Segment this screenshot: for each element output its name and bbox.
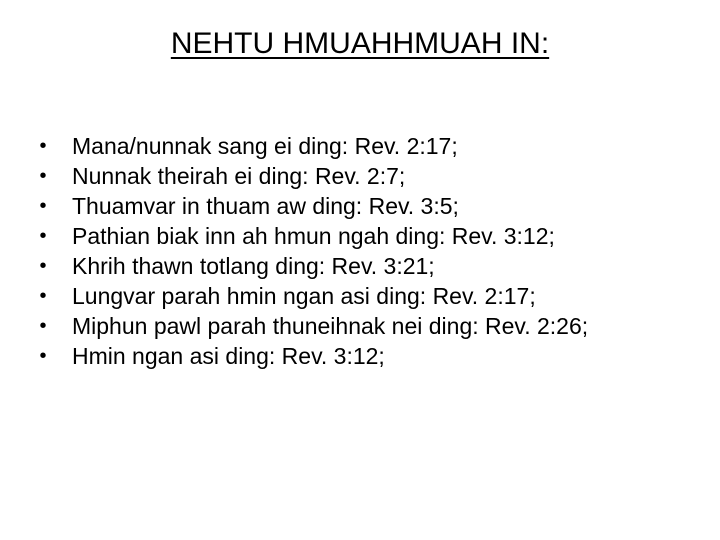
list-item-text: Miphun pawl parah thuneihnak nei ding: Rev. 2:26;	[72, 313, 589, 339]
list-item-text: Pathian biak inn ah hmun ngah ding: Rev. 3:12;	[72, 223, 555, 249]
list-item-text: Thuamvar in thuam aw ding: Rev. 3:5;	[72, 193, 459, 219]
bullet-list	[34, 131, 674, 371]
bullet-icon: •	[39, 165, 47, 187]
list-item	[34, 221, 674, 251]
list-item-text: Lungvar parah hmin ngan asi ding: Rev. 2:17;	[72, 283, 536, 309]
bullet-icon: •	[39, 315, 47, 337]
bullet-icon: •	[39, 285, 47, 307]
bullet-icon: •	[39, 345, 47, 367]
list-item-text: Nunnak theirah ei ding: Rev. 2:7;	[72, 163, 406, 189]
bullet-icon: •	[39, 255, 47, 277]
list-item	[34, 131, 674, 161]
list-item	[34, 311, 674, 341]
bullet-icon: •	[39, 195, 47, 217]
list-item-text: Mana/nunnak sang ei ding: Rev. 2:17;	[72, 133, 458, 159]
list-item-text: Khrih thawn totlang ding: Rev. 3:21;	[72, 253, 435, 279]
slide-title: NEHTU HMUAHHMUAH IN:	[170, 27, 550, 60]
list-item	[34, 341, 674, 371]
bullet-icon: •	[39, 135, 47, 157]
list-item-text: Hmin ngan asi ding: Rev. 3:12;	[72, 343, 385, 369]
list-item	[34, 191, 674, 221]
bullet-icon: •	[39, 225, 47, 247]
list-item	[34, 161, 674, 191]
list-item	[34, 251, 674, 281]
list-item	[34, 281, 674, 311]
